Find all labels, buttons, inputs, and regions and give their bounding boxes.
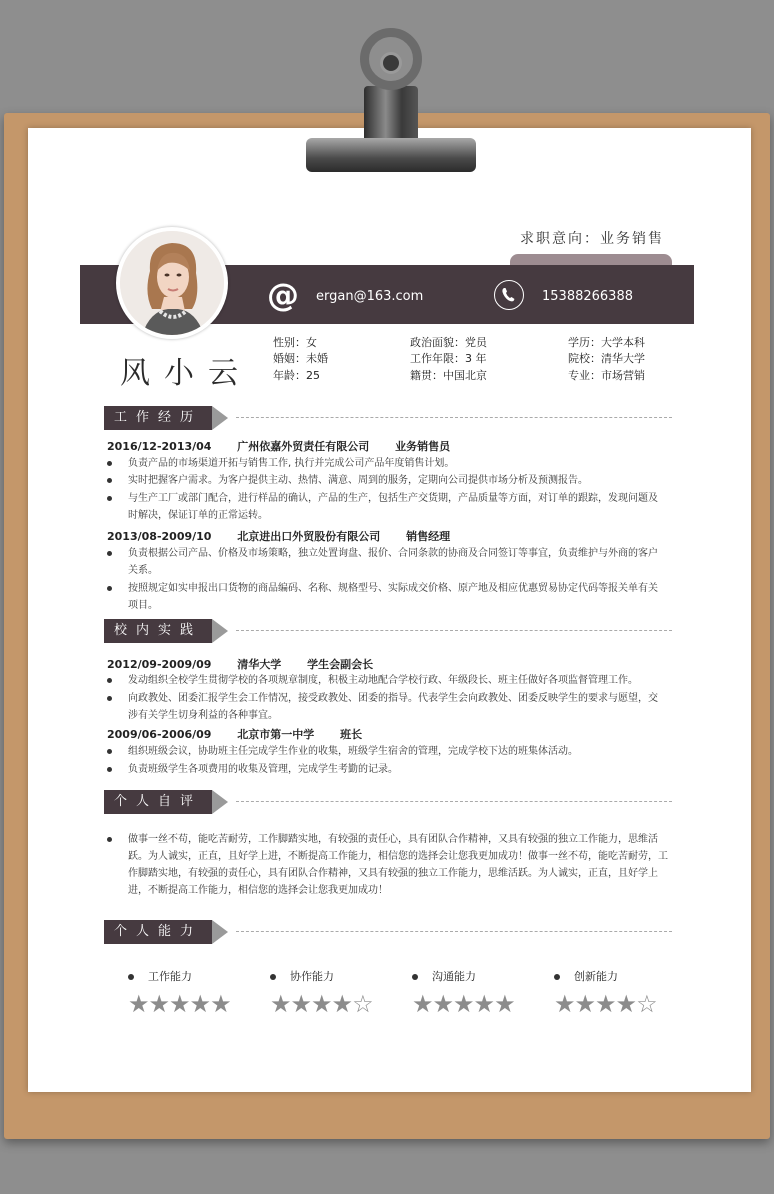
info-origin: 籍贯：中国北京 [410,369,487,382]
job-entry [107,438,472,454]
job-date: 2016/12-2013/04 [107,440,212,453]
section-title: 个人能力 [104,920,212,944]
list-item: 发动组织全校学生贯彻学校的各项规章制度，积极主动地配合学校行政、年级段长、班主任做好各项监督管理工作。 [107,672,667,689]
list-item: 负责班级学生各项费用的收集及管理，完成学生考勤的记录。 [107,761,667,778]
info-age: 年龄：25 [273,369,320,382]
binder-clip [306,28,476,178]
skill-label: 沟通能力 [432,970,476,983]
star-rating-icon: ★★★★★ [412,990,515,1018]
list-item: 组织班级会议，协助班主任完成学生作业的收集，班级学生宿舍的管理，完成学校下达的班集体活动。 [107,743,667,760]
star-rating-icon: ★★★★☆ [270,990,373,1018]
job-role: 业务销售员 [395,440,451,453]
info-marital: 婚姻：未婚 [273,352,328,365]
skill-label: 工作能力 [148,970,192,983]
skill-label: 协作能力 [290,970,334,983]
section-title: 工作经历 [104,406,212,430]
list-item: 向政教处、团委汇报学生会工作情况，接受政教处、团委的指导。代表学生会向政教处、团委反映学生的要求与愿望，交涉有关学生切身利益的各种事宜。 [107,690,667,724]
campus-role: 班长 [340,728,363,741]
job-role: 销售经理 [406,530,451,543]
campus-date: 2009/06-2006/09 [107,728,212,741]
info-school: 院校：清华大学 [568,352,645,365]
info-years: 工作年限：3 年 [410,352,487,365]
info-gender: 性别：女 [273,336,317,349]
job-intent: 求职意向：业务销售 [520,231,664,247]
job-org: 北京进出口外贸股份有限公司 [237,530,381,543]
list-item: 按照规定如实申报出口货物的商品编码、名称、规格型号、实际成交价格、原产地及相应优惠贸易协定代码等报关单有关项目。 [107,580,667,614]
avatar [116,227,228,339]
campus-org: 清华大学 [237,658,282,671]
phone-icon [494,280,524,310]
skill-label: 创新能力 [574,970,618,983]
campus-role: 学生会副会长 [307,658,374,671]
list-item: 负责根据公司产品、价格及市场策略，独立处置询盘、报价、合同条款的协商及合同签订等事宜，负责维护与外商的客户关系。 [107,545,667,579]
star-rating-icon: ★★★★★ [128,990,231,1018]
skill-item [270,968,334,984]
campus-date: 2012/09-2009/09 [107,658,212,671]
list-item: 负责产品的市场渠道开拓与销售工作, 执行并完成公司产品年度销售计划。 [107,455,667,472]
campus-entry [107,726,384,742]
campus-org: 北京市第一中学 [237,728,315,741]
job-org: 广州依嘉外贸责任有限公司 [237,440,370,453]
skill-item [412,968,476,984]
info-education: 学历：大学本科 [568,336,645,349]
skill-item [554,968,618,984]
list-item: 与生产工厂或部门配合，进行样品的确认，产品的生产，包括生产交货期，产品质量等方面，对订单的跟踪，发现问题及时解决，保证订单的正常运转。 [107,490,667,524]
section-title: 校内实践 [104,619,212,643]
list-item: 实时把握客户需求。为客户提供主动、热情、满意、周到的服务，定期向公司提供市场分析及预测报告。 [107,472,667,489]
self-eval-text: 做事一丝不苟，能吃苦耐劳，工作脚踏实地，有较强的责任心，具有团队合作精神，又具有较强的独立工作能力，思维活跃。为人诚实，正直，且好学上进，不断提高工作能力，相信您的选择会让您我更加成功！做事一丝不苟，能吃苦耐劳，工作脚踏实地，有较强的责任心，具有团队合作精神，又具有较强的独立工作能力，思维活跃。为人诚实，正直，且好学上进，不断提高工作能力，相信您的选择会让您我更加成功！ [107,831,669,899]
star-rating-icon: ★★★★☆ [554,990,657,1018]
info-political: 政治面貌：党员 [410,336,487,349]
phone-value[interactable]: 15388266388 [542,289,633,304]
section-title: 个人自评 [104,790,212,814]
info-major: 专业：市场营销 [568,369,645,382]
job-entry [107,528,472,544]
skill-item [128,968,192,984]
campus-entry [107,656,395,672]
email-value[interactable]: ergan@163.com [316,289,424,304]
job-date: 2013/08-2009/10 [107,530,212,543]
email-icon: @ [267,276,299,314]
person-name: 风小云 [120,356,252,391]
